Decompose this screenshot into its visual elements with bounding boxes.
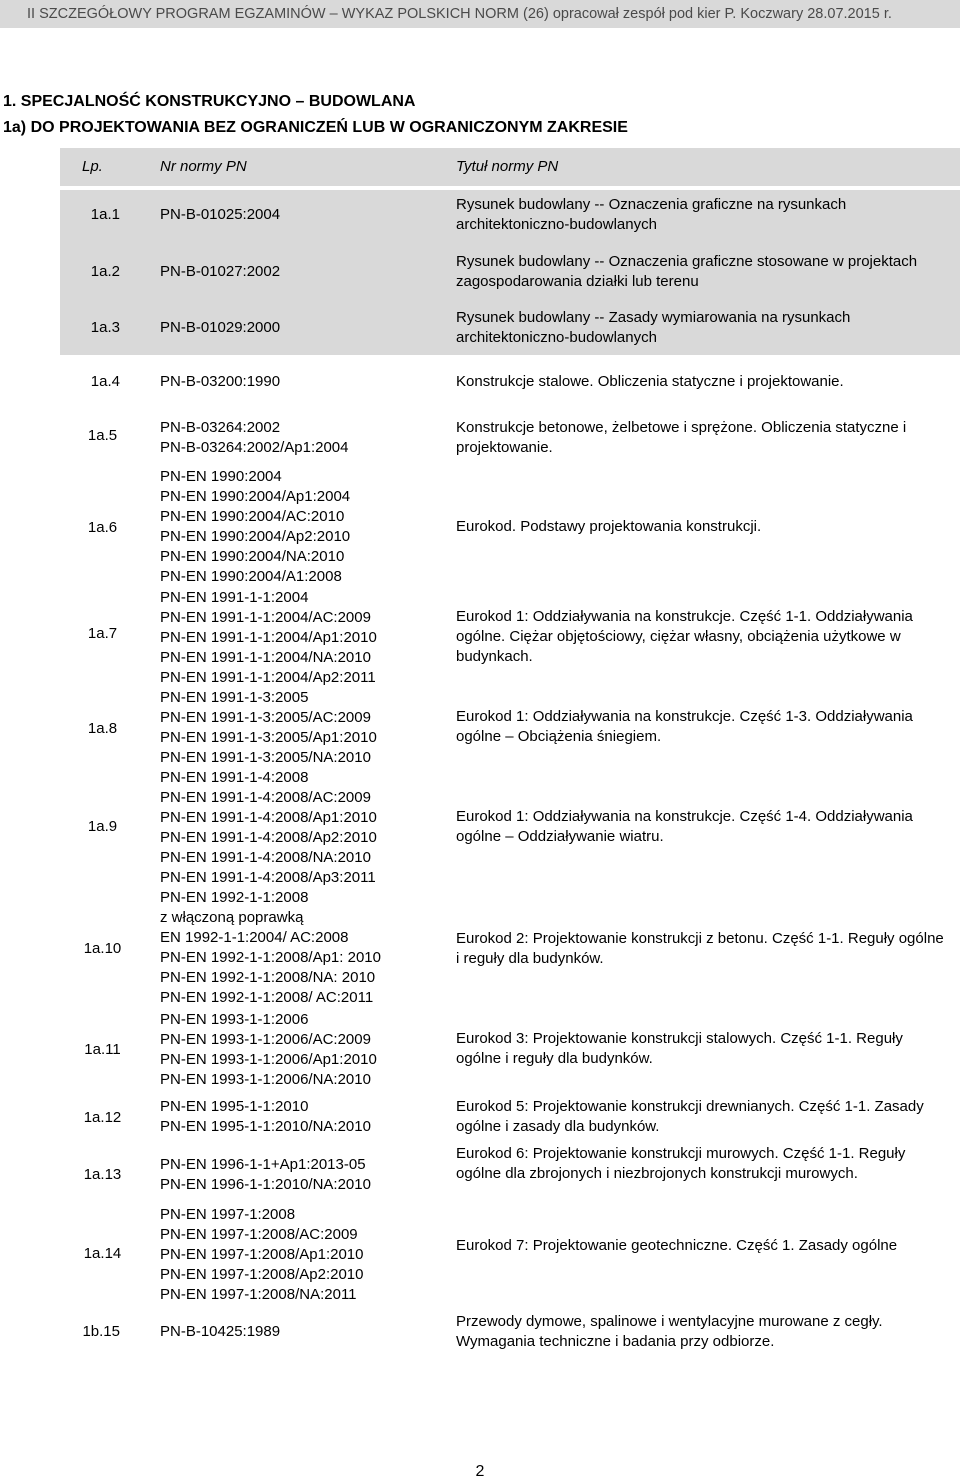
norm-number: PN-EN 1991-1-4:2008/AC:2009: [160, 789, 371, 806]
row-lp: 1a.3: [90, 319, 120, 336]
norm-number: PN-B-10425:1989: [160, 1323, 281, 1340]
norm-number: PN-EN 1990:2004/NA:2010: [160, 548, 345, 565]
norm-number: PN-EN 1991-1-4:2008/Ap3:2011: [160, 869, 376, 886]
page-number: 2: [475, 1463, 485, 1480]
table-column-header: [60, 148, 960, 186]
row-norm-numbers: [160, 888, 381, 1008]
row-norm-title: Eurokod 2: Projektowanie konstrukcji z betonu. Część 1-1. Reguły ogólne i reguły dla budynków.: [456, 930, 944, 967]
norm-number: PN-EN 1990:2004/AC:2010: [160, 508, 345, 525]
norm-number: PN-EN 1997-1:2008/Ap1:2010: [160, 1246, 364, 1263]
row-lp: 1b.15: [82, 1323, 120, 1340]
row-lp: 1a.2: [90, 263, 120, 280]
row-lp: 1a.14: [83, 1245, 122, 1262]
norm-number: PN-B-03264:2002: [160, 419, 281, 436]
row-norm-numbers: [160, 467, 350, 587]
section-title: 1. SPECJALNOŚĆ KONSTRUKCYJNO – BUDOWLANA: [3, 93, 416, 110]
norm-number: PN-EN 1993-1-1:2006/AC:2009: [160, 1031, 371, 1048]
row-norm-numbers: [160, 1010, 377, 1090]
row-lp: 1a.10: [83, 940, 122, 957]
norm-number: PN-EN 1995-1-1:2010/NA:2010: [160, 1118, 371, 1135]
norm-number: PN-EN 1997-1:2008/AC:2009: [160, 1226, 358, 1243]
norm-number: PN-EN 1991-1-3:2005/AC:2009: [160, 709, 371, 726]
norm-number: PN-EN 1991-1-1:2004/Ap1:2010: [160, 629, 377, 646]
norm-number: PN-EN 1991-1-1:2004/NA:2010: [160, 649, 371, 666]
row-norm-numbers: [160, 372, 280, 392]
column-norm-title: Tytuł normy PN: [456, 158, 559, 175]
norm-number: PN-EN 1990:2004/A1:2008: [160, 568, 342, 585]
row-norm-numbers: [160, 318, 280, 338]
norm-number: PN-EN 1990:2004: [160, 468, 282, 485]
norm-number: PN-EN 1991-1-3:2005/NA:2010: [160, 749, 371, 766]
norm-number: PN-EN 1992-1-1:2008/ AC:2011: [160, 989, 374, 1006]
row-norm-title: Eurokod 6: Projektowanie konstrukcji murowych. Część 1-1. Reguły ogólne dla zbrojonych i niezbrojonych konstrukcji murowych.: [456, 1145, 906, 1182]
row-norm-title: Konstrukcje stalowe. Obliczenia statyczne i projektowanie.: [456, 373, 844, 390]
row-norm-numbers: [160, 768, 377, 888]
row-norm-title: Eurokod 3: Projektowanie konstrukcji stalowych. Część 1-1. Reguły ogólne i reguły dla budynków.: [456, 1030, 903, 1067]
norm-number: PN-EN 1992-1-1:2008/NA: 2010: [160, 969, 376, 986]
norm-number: PN-EN 1991-1-4:2008/NA:2010: [160, 849, 371, 866]
norm-number: PN-B-01029:2000: [160, 319, 281, 336]
norm-number: PN-EN 1991-1-1:2004: [160, 589, 309, 606]
norm-number: PN-EN 1996-1-1+Ap1:2013-05: [160, 1156, 366, 1173]
row-lp: 1a.5: [87, 427, 118, 444]
norm-number: PN-EN 1993-1-1:2006/NA:2010: [160, 1071, 371, 1088]
norm-number: PN-EN 1990:2004/Ap2:2010: [160, 528, 351, 545]
norm-number: PN-B-01025:2004: [160, 206, 281, 223]
row-norm-numbers: [160, 262, 280, 282]
row-lp: 1a.9: [87, 818, 118, 835]
row-norm-title: Konstrukcje betonowe, żelbetowe i sprężone. Obliczenia statyczne i projektowanie.: [456, 419, 907, 456]
norm-number: PN-B-03200:1990: [160, 373, 281, 390]
norm-number: PN-EN 1992-1-1:2008/Ap1: 2010: [160, 949, 381, 966]
row-norm-title: Rysunek budowlany -- Oznaczenia graficzne stosowane w projektach zagospodarowania działki lub terenu: [456, 253, 918, 290]
row-norm-title: Eurokod 1: Oddziaływania na konstrukcje. Część 1-4. Oddziaływania ogólne – Oddziaływanie wiatru.: [456, 808, 913, 845]
row-norm-numbers: [160, 205, 280, 225]
row-norm-title: Przewody dymowe, spalinowe i wentylacyjne murowane z cegły. Wymagania techniczne i badania przy odbiorze.: [456, 1313, 883, 1350]
row-lp: 1a.6: [87, 519, 118, 536]
norm-number: PN-EN 1991-1-4:2008/Ap2:2010: [160, 829, 377, 846]
norm-number: PN-EN 1993-1-1:2006/Ap1:2010: [160, 1051, 377, 1068]
section-subtitle: 1a) DO PROJEKTOWANIA BEZ OGRANICZEŃ LUB W OGRANICZONYM ZAKRESIE: [3, 119, 628, 136]
row-lp: 1a.4: [90, 373, 120, 390]
column-lp: Lp.: [82, 158, 103, 175]
row-norm-numbers: [160, 1205, 363, 1305]
row-lp: 1a.13: [83, 1166, 122, 1183]
norm-number: PN-EN 1991-1-3:2005: [160, 689, 309, 706]
row-norm-numbers: [160, 1097, 371, 1137]
row-norm-numbers: [160, 1322, 280, 1342]
row-norm-title: Eurokod. Podstawy projektowania konstrukcji.: [456, 518, 762, 535]
norm-number: PN-EN 1992-1-1:2008: [160, 889, 309, 906]
row-lp: 1a.12: [83, 1109, 122, 1126]
row-lp: 1a.1: [90, 206, 120, 223]
row-norm-numbers: [160, 418, 348, 458]
norm-number: PN-B-01027:2002: [160, 263, 281, 280]
norm-number: PN-EN 1991-1-1:2004/Ap2:2011: [160, 669, 376, 686]
row-norm-title: Eurokod 1: Oddziaływania na konstrukcje. Część 1-1. Oddziaływania ogólne. Ciężar objętościowy, ciężar własny, obciążenia użytkowe w budynkach.: [456, 608, 913, 665]
norm-number: EN 1992-1-1:2004/ AC:2008: [160, 929, 349, 946]
norm-number: PN-EN 1991-1-1:2004/AC:2009: [160, 609, 371, 626]
row-norm-title: Eurokod 5: Projektowanie konstrukcji drewnianych. Część 1-1. Zasady ogólne i zasady dla budynków.: [456, 1098, 924, 1135]
row-norm-numbers: [160, 1155, 371, 1195]
row-norm-title: Rysunek budowlany -- Zasady wymiarowania na rysunkach architektoniczno-budowlanych: [456, 309, 851, 346]
row-norm-title: Eurokod 7: Projektowanie geotechniczne. Część 1. Zasady ogólne: [456, 1237, 898, 1254]
norm-number: PN-EN 1997-1:2008: [160, 1206, 296, 1223]
row-norm-numbers: [160, 588, 377, 688]
norm-number: PN-EN 1996-1-1:2010/NA:2010: [160, 1176, 371, 1193]
row-lp: 1a.8: [87, 720, 118, 737]
row-lp: 1a.7: [87, 625, 118, 642]
row-norm-title: Eurokod 1: Oddziaływania na konstrukcje. Część 1-3. Oddziaływania ogólne – Obciążenia śniegiem.: [456, 708, 913, 745]
norm-number: PN-EN 1995-1-1:2010: [160, 1098, 309, 1115]
norm-number: PN-B-03264:2002/Ap1:2004: [160, 439, 349, 456]
norm-number: PN-EN 1991-1-3:2005/Ap1:2010: [160, 729, 377, 746]
norm-number: PN-EN 1991-1-4:2008/Ap1:2010: [160, 809, 377, 826]
row-norm-numbers: [160, 688, 377, 768]
page-header: II SZCZEGÓŁOWY PROGRAM EGZAMINÓW – WYKAZ POLSKICH NORM (26) opracował zespół pod kier P. Koczwary 28.07.2015 r.: [0, 0, 960, 28]
row-lp: 1a.11: [84, 1041, 121, 1058]
norm-number: PN-EN 1997-1:2008/NA:2011: [160, 1286, 357, 1303]
norm-number: PN-EN 1997-1:2008/Ap2:2010: [160, 1266, 364, 1283]
norm-number: PN-EN 1991-1-4:2008: [160, 769, 309, 786]
norm-number: PN-EN 1993-1-1:2006: [160, 1011, 309, 1028]
column-norm-number: Nr normy PN: [160, 158, 247, 175]
row-norm-title: Rysunek budowlany -- Oznaczenia graficzne na rysunkach architektoniczno-budowlanych: [456, 196, 847, 233]
norm-number: z włączoną poprawką: [160, 909, 304, 926]
norm-number: PN-EN 1990:2004/Ap1:2004: [160, 488, 351, 505]
